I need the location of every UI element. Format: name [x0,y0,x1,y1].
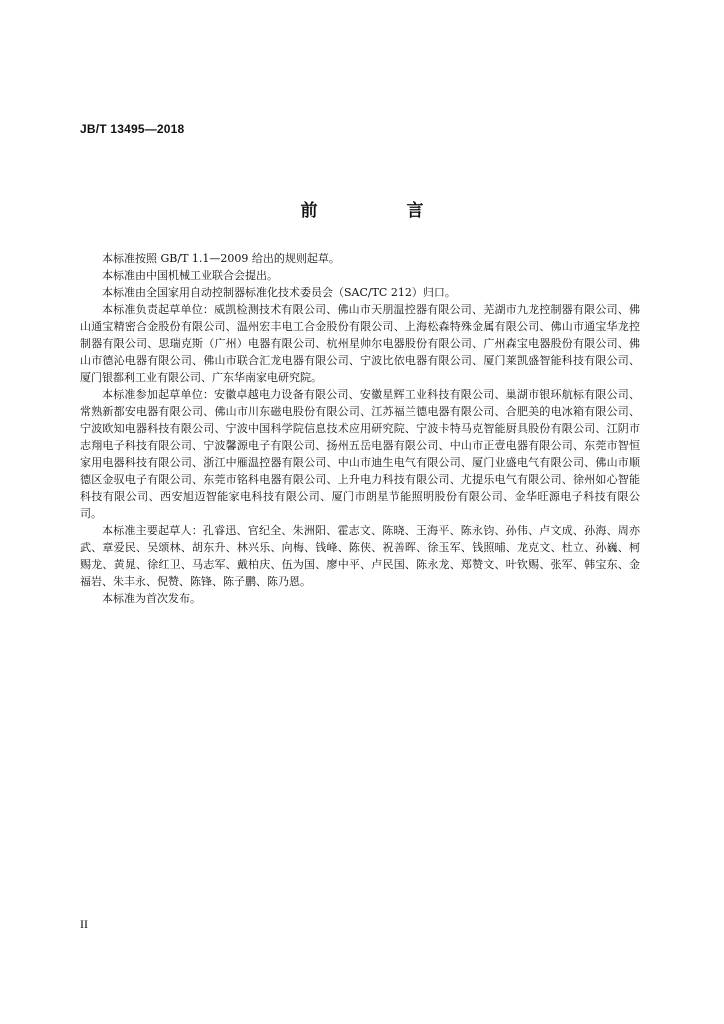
standard-number: JB/T 13495—2018 [80,122,185,136]
page-title: 前 言 [300,201,460,221]
page-number: II [80,917,88,931]
paragraph-participating-drafters: 本标准参加起草单位：安徽卓越电力设备有限公司、安徽星辉工业科技有限公司、巢湖市银环航标有限公司、常熟新都安电器有限公司、佛山市川东磁电股份有限公司、江苏福兰德电器有限公司、合肥美的电冰箱有限公司、宁波欧知电器科技有限公司、宁波中国科学院信息技术应用研究院、宁波卡特马克智能厨具股份有限公司、江阴市志翔电子科技有限公司、宁波馨源电子有限公司、扬州五岳电器有限公司、中山市正壹电器有限公司、东莞市智恒家用电器科技有限公司、浙江中雁温控器有限公司、中山市迪生电气有限公司、厦门业盛电气有限公司、佛山市顺德区金驭电子有限公司、东莞市铭科电器有限公司、上升电力科技有限公司、尤提乐电气有限公司、徐州如心智能科技有限公司、西安旭迈智能家电科技有限公司、厦门市朗星节能照明股份有限公司、金华旺源电子科技有限公司。 [80,388,640,520]
paragraph-centralized-by: 本标准由全国家用自动控制器标准化技术委员会（SAC/TC 212）归口。 [102,286,456,299]
paragraph-first-release: 本标准为首次发布。 [102,592,201,605]
paragraph-responsible-drafters: 本标准负责起草单位：威凯检测技术有限公司、佛山市天朋温控器有限公司、芜湖市九龙控制器有限公司、佛山通宝精密合金股份有限公司、温州宏丰电工合金股份有限公司、上海松森特殊金属有限公司、佛山市通宝华龙控制器有限公司、思瑞克斯（广州）电器有限公司、杭州星帅尔电器股份有限公司、广州森宝电器股份有限公司、佛山市德沁电器有限公司、佛山市联合汇龙电器有限公司、宁波比依电器有限公司、厦门莱凯盛智能科技有限公司、厦门银都利工业有限公司、广东华南家电研究院。 [80,303,640,384]
paragraph-main-drafters: 本标准主要起草人：孔睿迅、官纪全、朱洲阳、霍志文、陈晓、王海平、陈永钧、孙伟、卢文成、孙海、周亦武、章爱民、吴颂林、胡东升、林兴乐、向梅、钱峰、陈侠、祝善晖、徐玉军、钱照晡、龙克文、杜立、孙巍、柯赐龙、黄晁、徐红卫、马志军、戴柏庆、伍为国、廖中平、卢民国、陈永龙、郑赞文、叶钦赐、张军、韩宝东、金福岩、朱丰永、倪赞、陈锋、陈子鹏、陈乃恩。 [80,524,640,588]
foreword-body [80,250,640,607]
paragraph-proposed-by: 本标准由中国机械工业联合会提出。 [102,269,278,282]
paragraph-drafting-rules: 本标准按照 GB/T 1.1—2009 给出的规则起草。 [102,252,340,265]
